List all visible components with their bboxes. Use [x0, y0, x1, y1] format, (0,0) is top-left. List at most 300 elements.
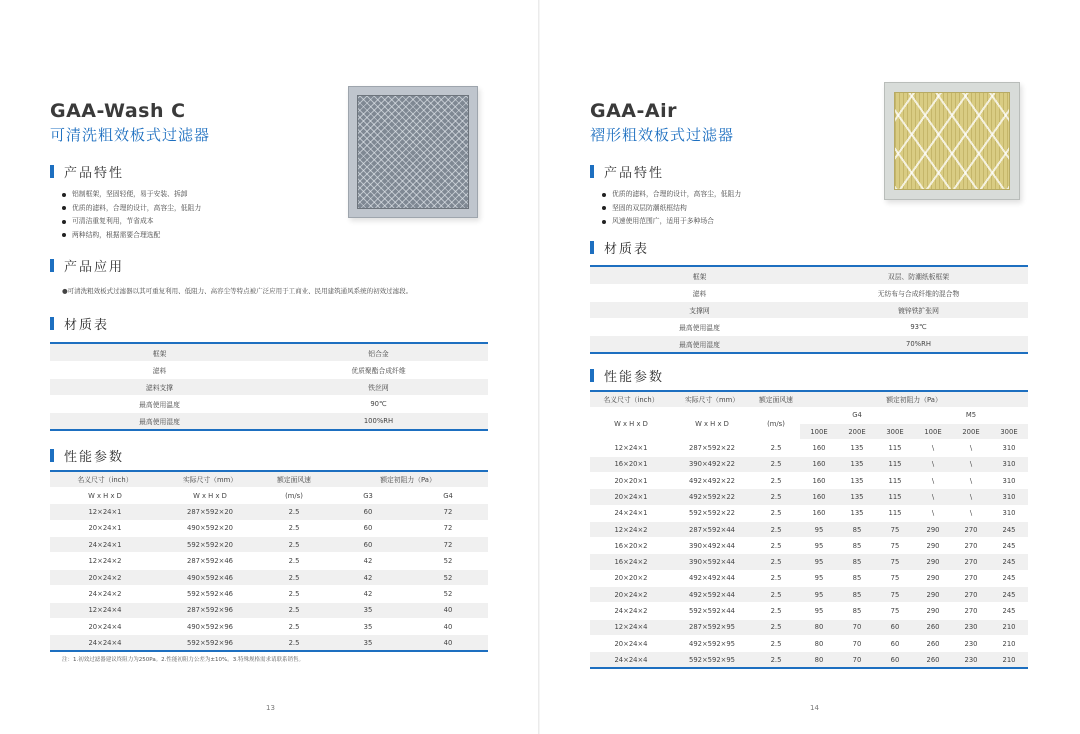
table-cell: 24×24×2 — [590, 603, 672, 619]
table-cell: 230 — [952, 619, 990, 635]
section-title: 性能参数 — [64, 450, 125, 465]
section-features — [590, 162, 664, 181]
table-row — [590, 489, 1028, 505]
table-cell: 2.5 — [752, 472, 800, 488]
bullet-dot-icon — [62, 233, 66, 237]
table-cell: 60 — [876, 635, 914, 651]
material-row — [590, 335, 1028, 352]
material-value: 93℃ — [910, 323, 927, 331]
table-cell: 492×592×44 — [672, 587, 752, 603]
material-value: 铝合金 — [368, 349, 389, 358]
table-cell: 270 — [952, 554, 990, 570]
table-row — [590, 554, 1028, 570]
table-cell: 12×24×1 — [50, 504, 160, 520]
feature-text: 两种结构，根据需要合理选配 — [72, 230, 161, 239]
table-cell: 70 — [838, 652, 876, 668]
table-cell: 287×592×46 — [160, 553, 260, 569]
table-cell: 2.5 — [260, 520, 328, 536]
material-value: 100%RH — [363, 417, 394, 425]
filter-pleats — [894, 92, 1010, 190]
table-cell: 20×24×2 — [50, 569, 160, 585]
feature-item — [62, 202, 201, 216]
header-nominal: 名义尺寸（inch） — [590, 391, 672, 407]
table-cell: 290 — [914, 603, 952, 619]
table-cell: 492×492×22 — [672, 472, 752, 488]
table-cell: 160 — [800, 472, 838, 488]
performance-table-wrap — [50, 470, 488, 652]
table-cell: 2.5 — [260, 635, 328, 651]
table-row — [50, 635, 488, 651]
bullet-dot-icon — [602, 193, 606, 197]
bullet-dot-icon — [602, 206, 606, 210]
table-cell: 287×592×96 — [160, 602, 260, 618]
table-row — [590, 619, 1028, 635]
section-material — [50, 314, 109, 333]
table-row — [590, 538, 1028, 554]
vertical-bar-icon — [50, 317, 54, 330]
table-cell: \ — [914, 489, 952, 505]
product-title-en: GAA-Air — [590, 100, 677, 122]
table-cell: 210 — [990, 652, 1028, 668]
table-cell: 115 — [876, 440, 914, 456]
table-cell: 2.5 — [260, 537, 328, 553]
table-cell: 245 — [990, 554, 1028, 570]
table-cell: 75 — [876, 554, 914, 570]
vertical-bar-icon — [50, 259, 54, 272]
table-row — [590, 652, 1028, 668]
material-key: 滤料支撑 — [145, 384, 174, 392]
bullet-dot-icon — [62, 206, 66, 210]
table-cell: 245 — [990, 603, 1028, 619]
table-cell: 72 — [408, 520, 488, 536]
material-key: 滤料 — [152, 367, 167, 375]
product-title-cn: 可清洗粗效板式过滤器 — [50, 126, 211, 144]
feature-item — [602, 215, 741, 229]
table-cell: 24×24×1 — [590, 505, 672, 521]
table-cell: 20×20×2 — [590, 570, 672, 586]
table-cell: 2.5 — [752, 587, 800, 603]
feature-item — [62, 188, 201, 202]
table-cell: 135 — [838, 472, 876, 488]
table-cell: 245 — [990, 538, 1028, 554]
table-cell: 390×492×44 — [672, 538, 752, 554]
table-row — [50, 504, 488, 520]
table-cell: 85 — [838, 521, 876, 537]
table-cell: 95 — [800, 570, 838, 586]
header-model: 100E — [800, 424, 838, 440]
vertical-bar-icon — [50, 449, 54, 462]
table-cell: 390×492×22 — [672, 456, 752, 472]
feature-list — [602, 188, 741, 229]
header-actual-unit: W x H x D — [160, 487, 260, 503]
table-subheader-row — [50, 487, 488, 503]
table-cell: 70 — [838, 619, 876, 635]
table-cell: 40 — [408, 635, 488, 651]
table-cell: \ — [914, 472, 952, 488]
table-cell: 20×24×4 — [590, 635, 672, 651]
table-cell: 85 — [838, 554, 876, 570]
table-cell: 2.5 — [260, 569, 328, 585]
table-row — [590, 635, 1028, 651]
table-cell: 2.5 — [260, 504, 328, 520]
header-model: 200E — [838, 424, 876, 440]
table-cell: \ — [952, 456, 990, 472]
table-cell: 40 — [408, 602, 488, 618]
table-cell: 270 — [952, 587, 990, 603]
table-cell: 2.5 — [752, 570, 800, 586]
table-cell: \ — [914, 505, 952, 521]
table-cell: 260 — [914, 652, 952, 668]
table-cell: 60 — [876, 619, 914, 635]
table-cell: 260 — [914, 619, 952, 635]
table-cell: 115 — [876, 489, 914, 505]
section-material — [590, 238, 649, 257]
section-title: 性能参数 — [604, 370, 665, 385]
header-resistance: 额定初阻力（Pa） — [328, 471, 488, 487]
vertical-bar-icon — [590, 369, 594, 382]
feature-item — [602, 202, 741, 216]
header-model: 300E — [990, 424, 1028, 440]
table-cell: 230 — [952, 635, 990, 651]
table-cell: 2.5 — [260, 586, 328, 602]
material-value: 无纺布与合成纤维的混合物 — [877, 290, 960, 298]
table-cell: 160 — [800, 456, 838, 472]
table-cell: 310 — [990, 440, 1028, 456]
table-cell: 390×592×44 — [672, 554, 752, 570]
table-row — [590, 587, 1028, 603]
table-cell: 20×24×1 — [590, 489, 672, 505]
material-value: 优质聚酯合成纤维 — [351, 367, 406, 375]
table-cell: 2.5 — [752, 440, 800, 456]
table-row — [50, 553, 488, 569]
feature-text: 优质的滤料，合理的设计，高容尘，低阻力 — [72, 203, 202, 212]
material-row — [50, 361, 488, 378]
table-cell: 60 — [328, 537, 408, 553]
section-title: 材质表 — [64, 318, 110, 333]
material-value: 镀锌铁扩张网 — [898, 307, 939, 315]
table-cell: 135 — [838, 489, 876, 505]
material-row — [50, 395, 488, 412]
table-cell: 16×20×1 — [590, 456, 672, 472]
section-title: 产品应用 — [64, 260, 125, 275]
table-cell: 492×592×95 — [672, 635, 752, 651]
table-cell: 95 — [800, 587, 838, 603]
table-cell: 2.5 — [752, 489, 800, 505]
table-cell: 210 — [990, 619, 1028, 635]
table-note: 注：1.初效过滤器建议终阻力为250Pa。2.性能初阻力公差为±10%。3.特殊规格需求请联系销售。 — [62, 657, 305, 663]
table-cell: 210 — [990, 635, 1028, 651]
header-g3: G3 — [328, 487, 408, 503]
table-cell: 35 — [328, 635, 408, 651]
material-value: 90℃ — [370, 400, 387, 408]
table-cell: 75 — [876, 603, 914, 619]
table-cell: 270 — [952, 603, 990, 619]
filter-mesh — [357, 95, 469, 209]
table-cell: 245 — [990, 587, 1028, 603]
material-row — [590, 301, 1028, 318]
table-cell: 40 — [408, 619, 488, 635]
table-cell: 115 — [876, 472, 914, 488]
section-performance — [590, 366, 664, 385]
table-cell: \ — [914, 440, 952, 456]
table-cell: 35 — [328, 619, 408, 635]
table-cell: 24×24×4 — [50, 635, 160, 651]
header-actual-unit: W x H x D — [672, 407, 752, 440]
table-cell: 75 — [876, 570, 914, 586]
feature-text: 铝制框架，坚固轻便，易于安装、拆卸 — [72, 190, 188, 198]
table-row — [590, 456, 1028, 472]
page-number: 13 — [266, 704, 275, 712]
table-cell: 12×24×2 — [590, 521, 672, 537]
table-cell: \ — [952, 489, 990, 505]
table-cell: 20×24×1 — [50, 520, 160, 536]
header-actual: 实际尺寸（mm） — [160, 471, 260, 487]
table-cell: 16×20×2 — [590, 538, 672, 554]
material-key: 最高使用温度 — [139, 401, 180, 409]
table-cell: 12×24×1 — [590, 440, 672, 456]
table-cell: 52 — [408, 553, 488, 569]
header-nominal: 名义尺寸（inch） — [50, 471, 160, 487]
header-velocity: 额定面风速 — [260, 471, 328, 487]
table-cell: 2.5 — [752, 505, 800, 521]
table-cell: 85 — [838, 538, 876, 554]
table-cell: 24×24×4 — [590, 652, 672, 668]
table-cell: 95 — [800, 521, 838, 537]
feature-text: 坚固的双层防潮纸框结构 — [612, 203, 687, 212]
header-velocity: 额定面风速 — [752, 391, 800, 407]
table-cell: 115 — [876, 505, 914, 521]
table-cell: 310 — [990, 505, 1028, 521]
section-features — [50, 162, 124, 181]
table-row — [50, 602, 488, 618]
table-cell: 135 — [838, 440, 876, 456]
header-velocity-unit: (m/s) — [752, 407, 800, 440]
table-cell: 592×592×22 — [672, 505, 752, 521]
table-cell: 287×592×95 — [672, 619, 752, 635]
table-cell: 260 — [914, 635, 952, 651]
table-cell: 287×592×20 — [160, 504, 260, 520]
table-cell: 160 — [800, 489, 838, 505]
table-cell: 290 — [914, 570, 952, 586]
material-value: 双层、防潮纸板框架 — [887, 272, 950, 281]
material-row — [50, 378, 488, 395]
table-cell: 2.5 — [260, 553, 328, 569]
table-cell: 16×24×2 — [590, 554, 672, 570]
bullet-dot-icon — [602, 220, 606, 224]
table-cell: 135 — [838, 456, 876, 472]
table-cell: 20×24×2 — [590, 587, 672, 603]
table-row — [50, 619, 488, 635]
table-cell: 287×592×22 — [672, 440, 752, 456]
table-row — [50, 586, 488, 602]
section-application — [50, 256, 124, 275]
table-cell: 270 — [952, 570, 990, 586]
header-nominal-unit: W x H x D — [590, 407, 672, 440]
table-cell: 12×24×4 — [590, 619, 672, 635]
table-cell: 75 — [876, 538, 914, 554]
table-header-row — [50, 471, 488, 487]
table-cell: 490×592×96 — [160, 619, 260, 635]
material-key: 最高使用湿度 — [679, 341, 720, 349]
table-cell: 592×592×96 — [160, 635, 260, 651]
table-subheader-row — [590, 407, 1028, 423]
table-cell: 592×592×44 — [672, 603, 752, 619]
table-row — [50, 520, 488, 536]
material-table — [50, 342, 488, 431]
table-cell: \ — [914, 456, 952, 472]
header-resistance: 额定初阻力（Pa） — [800, 391, 1028, 407]
feature-item — [62, 229, 201, 243]
table-row — [590, 603, 1028, 619]
table-cell: 310 — [990, 489, 1028, 505]
table-cell: 270 — [952, 538, 990, 554]
table-cell: 60 — [328, 504, 408, 520]
material-row — [50, 412, 488, 429]
table-cell: 135 — [838, 505, 876, 521]
table-cell: 592×592×46 — [160, 586, 260, 602]
table-cell: 85 — [838, 587, 876, 603]
application-text: ●可清洗粗效板式过滤器以其可重复利用、低阻力、高容尘等特点被广泛应用于工商业、民用建筑通风系统的初效过滤段。 — [62, 287, 413, 295]
bullet-dot-icon — [62, 220, 66, 224]
header-model: 200E — [952, 424, 990, 440]
bullet-dot-icon — [62, 193, 66, 197]
table-header-row — [590, 391, 1028, 407]
table-cell: \ — [952, 440, 990, 456]
material-key: 滤料 — [692, 290, 707, 298]
table-cell: 2.5 — [752, 603, 800, 619]
table-cell: 230 — [952, 652, 990, 668]
table-cell: 270 — [952, 521, 990, 537]
material-key: 最高使用温度 — [679, 324, 720, 332]
material-value: 铁丝网 — [368, 384, 389, 392]
header-model: 300E — [876, 424, 914, 440]
table-row — [590, 440, 1028, 456]
vertical-bar-icon — [590, 241, 594, 254]
table-cell: 115 — [876, 456, 914, 472]
table-cell: 310 — [990, 456, 1028, 472]
filter-product-image — [348, 86, 478, 218]
table-cell: 592×592×95 — [672, 652, 752, 668]
material-row — [590, 267, 1028, 284]
header-nominal-unit: W x H x D — [50, 487, 160, 503]
table-cell: 60 — [876, 652, 914, 668]
section-title: 产品特性 — [64, 166, 125, 181]
table-row — [590, 521, 1028, 537]
table-cell: 52 — [408, 569, 488, 585]
table-cell: 2.5 — [752, 554, 800, 570]
table-cell: 60 — [328, 520, 408, 536]
table-cell: 24×24×1 — [50, 537, 160, 553]
header-g4: G4 — [800, 407, 914, 423]
table-cell: 290 — [914, 587, 952, 603]
table-cell: \ — [952, 472, 990, 488]
table-cell: 2.5 — [752, 619, 800, 635]
table-cell: 95 — [800, 554, 838, 570]
table-cell: 85 — [838, 570, 876, 586]
table-cell: 287×592×44 — [672, 521, 752, 537]
material-key: 支撑网 — [689, 307, 710, 315]
table-cell: 160 — [800, 505, 838, 521]
table-cell: 245 — [990, 521, 1028, 537]
table-cell: 24×24×2 — [50, 586, 160, 602]
table-cell: 290 — [914, 554, 952, 570]
material-row — [590, 318, 1028, 335]
table-cell: 492×492×44 — [672, 570, 752, 586]
table-cell: 80 — [800, 652, 838, 668]
filter-product-image — [884, 82, 1020, 200]
table-cell: 2.5 — [260, 619, 328, 635]
table-cell: 290 — [914, 538, 952, 554]
table-cell: 160 — [800, 440, 838, 456]
section-title: 材质表 — [604, 242, 650, 257]
material-table — [590, 265, 1028, 354]
table-cell: 12×24×4 — [50, 602, 160, 618]
material-value: 70%RH — [906, 340, 931, 348]
table-cell: 2.5 — [752, 538, 800, 554]
table-cell: 2.5 — [752, 652, 800, 668]
material-key: 框架 — [152, 349, 167, 358]
feature-text: 可清洁重复利用，节省成本 — [72, 217, 154, 225]
table-cell: 85 — [838, 603, 876, 619]
table-cell: 492×592×22 — [672, 489, 752, 505]
performance-table — [50, 470, 488, 652]
table-cell: 490×592×20 — [160, 520, 260, 536]
performance-table — [590, 390, 1028, 669]
table-cell: 75 — [876, 521, 914, 537]
table-row — [590, 472, 1028, 488]
table-cell: 75 — [876, 587, 914, 603]
table-cell: 95 — [800, 603, 838, 619]
table-cell: 2.5 — [752, 456, 800, 472]
material-row — [590, 284, 1028, 301]
feature-list — [62, 188, 201, 242]
table-cell: 310 — [990, 472, 1028, 488]
table-cell: 72 — [408, 537, 488, 553]
material-row — [50, 344, 488, 361]
table-cell: 2.5 — [752, 521, 800, 537]
table-cell: 42 — [328, 586, 408, 602]
header-actual: 实际尺寸（mm） — [672, 391, 752, 407]
table-cell: 42 — [328, 553, 408, 569]
material-key: 框架 — [692, 272, 707, 281]
table-cell: 80 — [800, 635, 838, 651]
table-cell: 72 — [408, 504, 488, 520]
table-row — [50, 537, 488, 553]
table-cell: 592×592×20 — [160, 537, 260, 553]
table-cell: 490×592×46 — [160, 569, 260, 585]
table-cell: 95 — [800, 538, 838, 554]
table-row — [50, 569, 488, 585]
header-g4: G4 — [408, 487, 488, 503]
section-title: 产品特性 — [604, 166, 665, 181]
feature-text: 优质的滤料，合理的设计，高容尘，低阻力 — [612, 190, 742, 198]
feature-item — [602, 188, 741, 202]
table-cell: 20×24×4 — [50, 619, 160, 635]
product-title-cn: 褶形粗效板式过滤器 — [590, 126, 735, 144]
header-model: 100E — [914, 424, 952, 440]
table-cell: 70 — [838, 635, 876, 651]
table-cell: 12×24×2 — [50, 553, 160, 569]
header-velocity-unit: (m/s) — [260, 487, 328, 503]
table-cell: 42 — [328, 569, 408, 585]
right-page — [540, 0, 1080, 734]
material-key: 最高使用湿度 — [139, 418, 180, 426]
feature-text: 风速使用范围广，适用于多种场合 — [612, 217, 714, 225]
feature-item — [62, 215, 201, 229]
table-cell: 35 — [328, 602, 408, 618]
table-row — [590, 505, 1028, 521]
header-m5: M5 — [914, 407, 1028, 423]
